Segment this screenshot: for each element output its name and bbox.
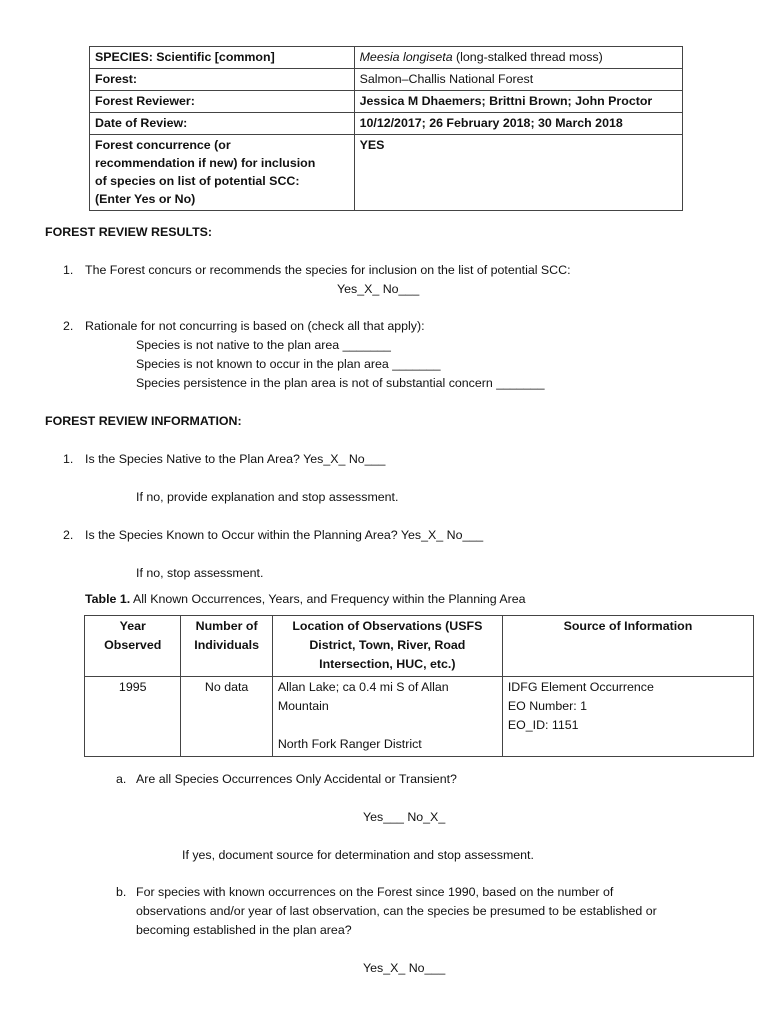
- table-caption: [85, 591, 526, 607]
- sub-question-b-answer: Yes_X_ No___: [363, 961, 446, 975]
- concurrence-label-line: (Enter Yes or No): [95, 192, 196, 206]
- reviewer-label: Forest Reviewer:: [90, 91, 355, 113]
- header-year-observed: [85, 616, 181, 677]
- source-line: EO_ID: 1151: [507, 718, 579, 732]
- information-q1-number: 1.: [63, 452, 74, 466]
- concurrence-label: [90, 135, 355, 211]
- header-line: Location of Observations (USFS: [292, 619, 483, 633]
- results-q1-answer: Yes_X_ No___: [337, 282, 420, 296]
- cell-source: [502, 677, 753, 757]
- location-line: Allan Lake; ca 0.4 mi S of Allan: [277, 680, 449, 694]
- location-spacer: [278, 716, 497, 735]
- date-label: Date of Review:: [90, 113, 355, 135]
- forest-value: Salmon–Challis National Forest: [354, 69, 682, 91]
- results-q2-option-persistence: Species persistence in the plan area is not of substantial concern _______: [136, 376, 545, 390]
- species-common: (long-stalked thread moss): [452, 50, 603, 64]
- sub-question-b-text-line: For species with known occurrences on the Forest since 1990, based on the number of: [136, 885, 614, 899]
- information-q2-note: If no, stop assessment.: [136, 566, 264, 580]
- header-line: Year: [119, 619, 146, 633]
- occurrence-table: [84, 615, 754, 757]
- concurrence-label-line: of species on list of potential SCC:: [95, 174, 300, 188]
- source-line: EO Number: 1: [507, 699, 588, 713]
- table-row: [85, 677, 754, 757]
- cell-location: [272, 677, 502, 757]
- results-q1-text: The Forest concurs or recommends the species for inclusion on the list of potential SCC:: [85, 263, 571, 277]
- information-q2-text: Is the Species Known to Occur within the Planning Area? Yes_X_ No___: [85, 528, 484, 542]
- sub-question-a-letter: a.: [116, 772, 127, 786]
- location-line: North Fork Ranger District: [277, 737, 422, 751]
- header-line: District, Town, River, Road: [309, 638, 466, 652]
- forest-row: [90, 69, 683, 91]
- concurrence-row: [90, 135, 683, 211]
- cell-year: 1995: [85, 677, 181, 757]
- reviewer-row: [90, 91, 683, 113]
- sub-question-a-answer: Yes___ No_X_: [363, 810, 446, 824]
- results-heading: FOREST REVIEW RESULTS:: [45, 225, 213, 239]
- results-q2-option-not-known: Species is not known to occur in the plan area _______: [136, 357, 441, 371]
- table-caption-label: Table 1.: [85, 592, 131, 606]
- sub-question-a-note: If yes, document source for determination and stop assessment.: [182, 848, 534, 862]
- species-value: [354, 47, 682, 69]
- date-row: [90, 113, 683, 135]
- header-line: Intersection, HUC, etc.): [319, 657, 456, 671]
- information-q1-note: If no, provide explanation and stop assessment.: [136, 490, 399, 504]
- header-location: [272, 616, 502, 677]
- header-line: Number of: [195, 619, 258, 633]
- results-q2-text: Rationale for not concurring is based on (check all that apply):: [85, 319, 425, 333]
- information-heading: FOREST REVIEW INFORMATION:: [45, 414, 242, 428]
- results-q1-number: 1.: [63, 263, 74, 277]
- information-q1-text: Is the Species Native to the Plan Area? Yes_X_ No___: [85, 452, 386, 466]
- species-scientific: Meesia longiseta: [359, 50, 453, 64]
- source-line: IDFG Element Occurrence: [507, 680, 654, 694]
- forest-label: Forest:: [90, 69, 355, 91]
- results-q2-option-not-native: Species is not native to the plan area _______: [136, 338, 391, 352]
- date-value: 10/12/2017; 26 February 2018; 30 March 2018: [354, 113, 682, 135]
- location-line: Mountain: [277, 699, 329, 713]
- sub-question-a-text: Are all Species Occurrences Only Accidental or Transient?: [136, 772, 457, 786]
- occurrence-table-header: [85, 616, 754, 677]
- concurrence-label-line: recommendation if new) for inclusion: [95, 156, 316, 170]
- cell-individuals: No data: [181, 677, 272, 757]
- header-line: Individuals: [194, 638, 259, 652]
- information-q2-number: 2.: [63, 528, 74, 542]
- concurrence-label-line: Forest concurrence (or: [95, 138, 231, 152]
- header-line: Observed: [104, 638, 162, 652]
- results-q2-number: 2.: [63, 319, 74, 333]
- concurrence-value: YES: [354, 135, 682, 211]
- sub-question-b-text-line: becoming established in the plan area?: [136, 923, 352, 937]
- species-label: SPECIES: Scientific [common]: [90, 47, 355, 69]
- header-number-of-individuals: [181, 616, 272, 677]
- reviewer-value: Jessica M Dhaemers; Brittni Brown; John Proctor: [354, 91, 682, 113]
- sub-question-b-letter: b.: [116, 885, 127, 899]
- table-caption-text: All Known Occurrences, Years, and Frequency within the Planning Area: [130, 592, 526, 606]
- header-source: Source of Information: [502, 616, 753, 677]
- sub-question-b-text-line: observations and/or year of last observation, can the species be presumed to be established or: [136, 904, 657, 918]
- species-row: [90, 47, 683, 69]
- species-header-table: [89, 46, 683, 211]
